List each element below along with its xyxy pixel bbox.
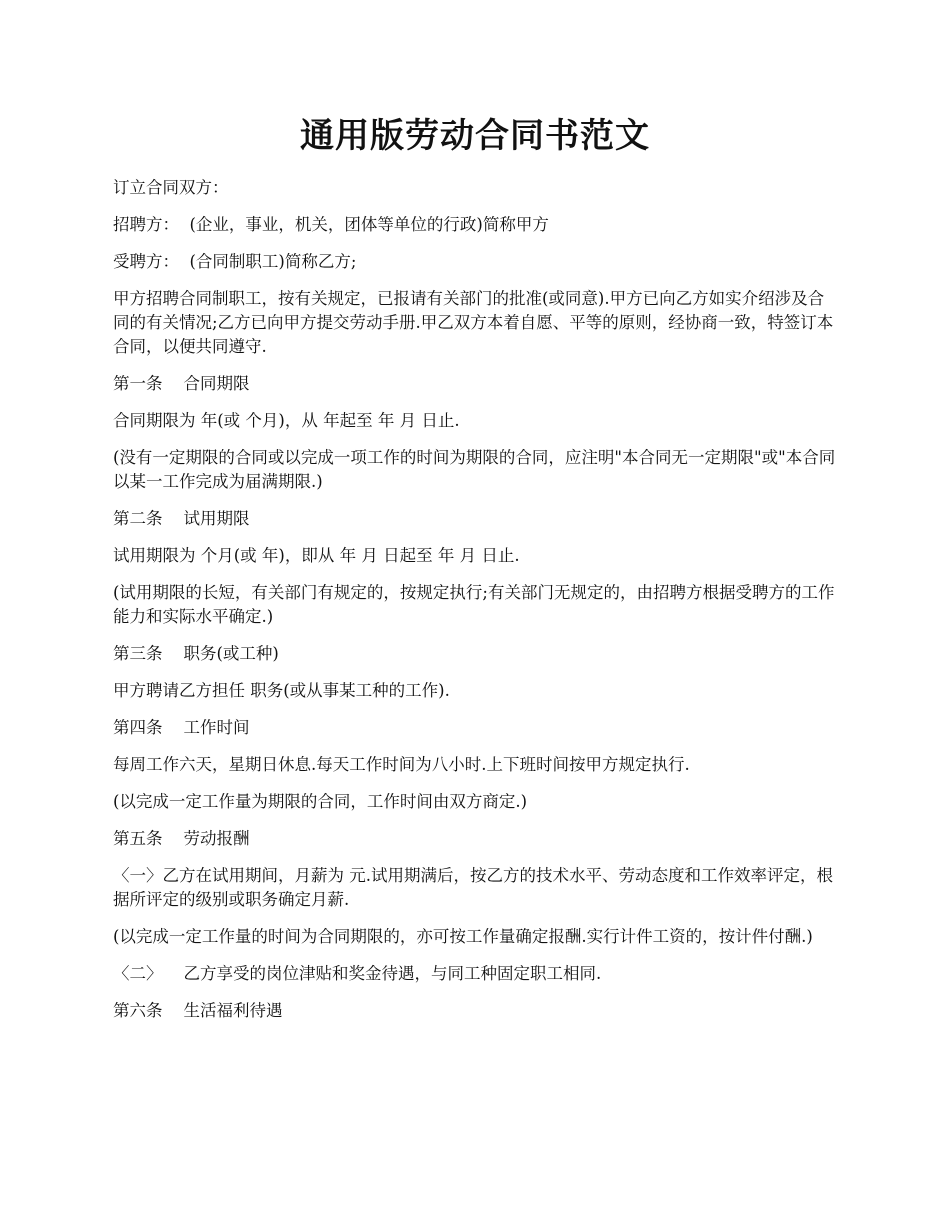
article-3-text: 甲方聘请乙方担任 职务(或从事某工种的工作). xyxy=(113,681,450,700)
article-4-text: 每周工作六天，星期日休息.每天工作时间为八小时.上下班时间按甲方规定执行. xyxy=(113,755,690,774)
article-5-clause-2: 〈二〉 乙方享受的岗位津贴和奖金待遇，与同工种固定职工相同. xyxy=(113,964,602,983)
document-body xyxy=(113,176,838,1036)
article-5-clause-1: 〈一〉乙方在试用期间，月薪为 元.试用期满后，按乙方的技术水平、劳动态度和工作效率评定，根据所评定的级别或职务确定月薪. xyxy=(113,866,833,909)
article-6-heading: 第六条 生活福利待遇 xyxy=(113,1001,283,1020)
article-4-heading: 第四条 工作时间 xyxy=(113,718,250,737)
article-4-note: (以完成一定工作量为期限的合同，工作时间由双方商定.) xyxy=(113,792,528,811)
paragraph-parties-intro: 订立合同双方： xyxy=(113,178,229,197)
article-5-heading: 第五条 劳动报酬 xyxy=(113,829,250,848)
article-2-text: 试用期限为 个月(或 年)，即从 年 月 日起至 年 月 日止. xyxy=(113,546,520,565)
document-title: 通用版劳动合同书范文 xyxy=(300,116,650,156)
article-2-note: (试用期限的长短，有关部门有规定的，按规定执行;有关部门无规定的，由招聘方根据受聘方的工作能力和实际水平确定.) xyxy=(113,583,835,626)
article-2-heading: 第二条 试用期限 xyxy=(113,509,250,528)
article-5-note: (以完成一定工作量的时间为合同期限的，亦可按工作量确定报酬.实行计件工资的，按计件付酬.) xyxy=(113,927,813,946)
article-1-text: 合同期限为 年(或 个月)，从 年起至 年 月 日止. xyxy=(113,411,460,430)
article-1-heading: 第一条 合同期限 xyxy=(113,374,250,393)
paragraph-preamble: 甲方招聘合同制职工，按有关规定，已报请有关部门的批准(或同意).甲方已向乙方如实介绍涉及合同的有关情况;乙方已向甲方提交劳动手册.甲乙双方本着自愿、平等的原则，经协商一致，特签订本合同，以便共同遵守. xyxy=(113,289,834,356)
paragraph-employer: 招聘方： (企业，事业，机关，团体等单位的行政)简称甲方 xyxy=(113,215,549,234)
article-3-heading: 第三条 职务(或工种) xyxy=(113,644,279,663)
article-1-note: (没有一定期限的合同或以完成一项工作的时间为期限的合同，应注明"本合同无一定期限"或"本合同以某一工作完成为届满期限.) xyxy=(113,448,836,491)
paragraph-employee: 受聘方： (合同制职工)简称乙方; xyxy=(113,252,357,271)
